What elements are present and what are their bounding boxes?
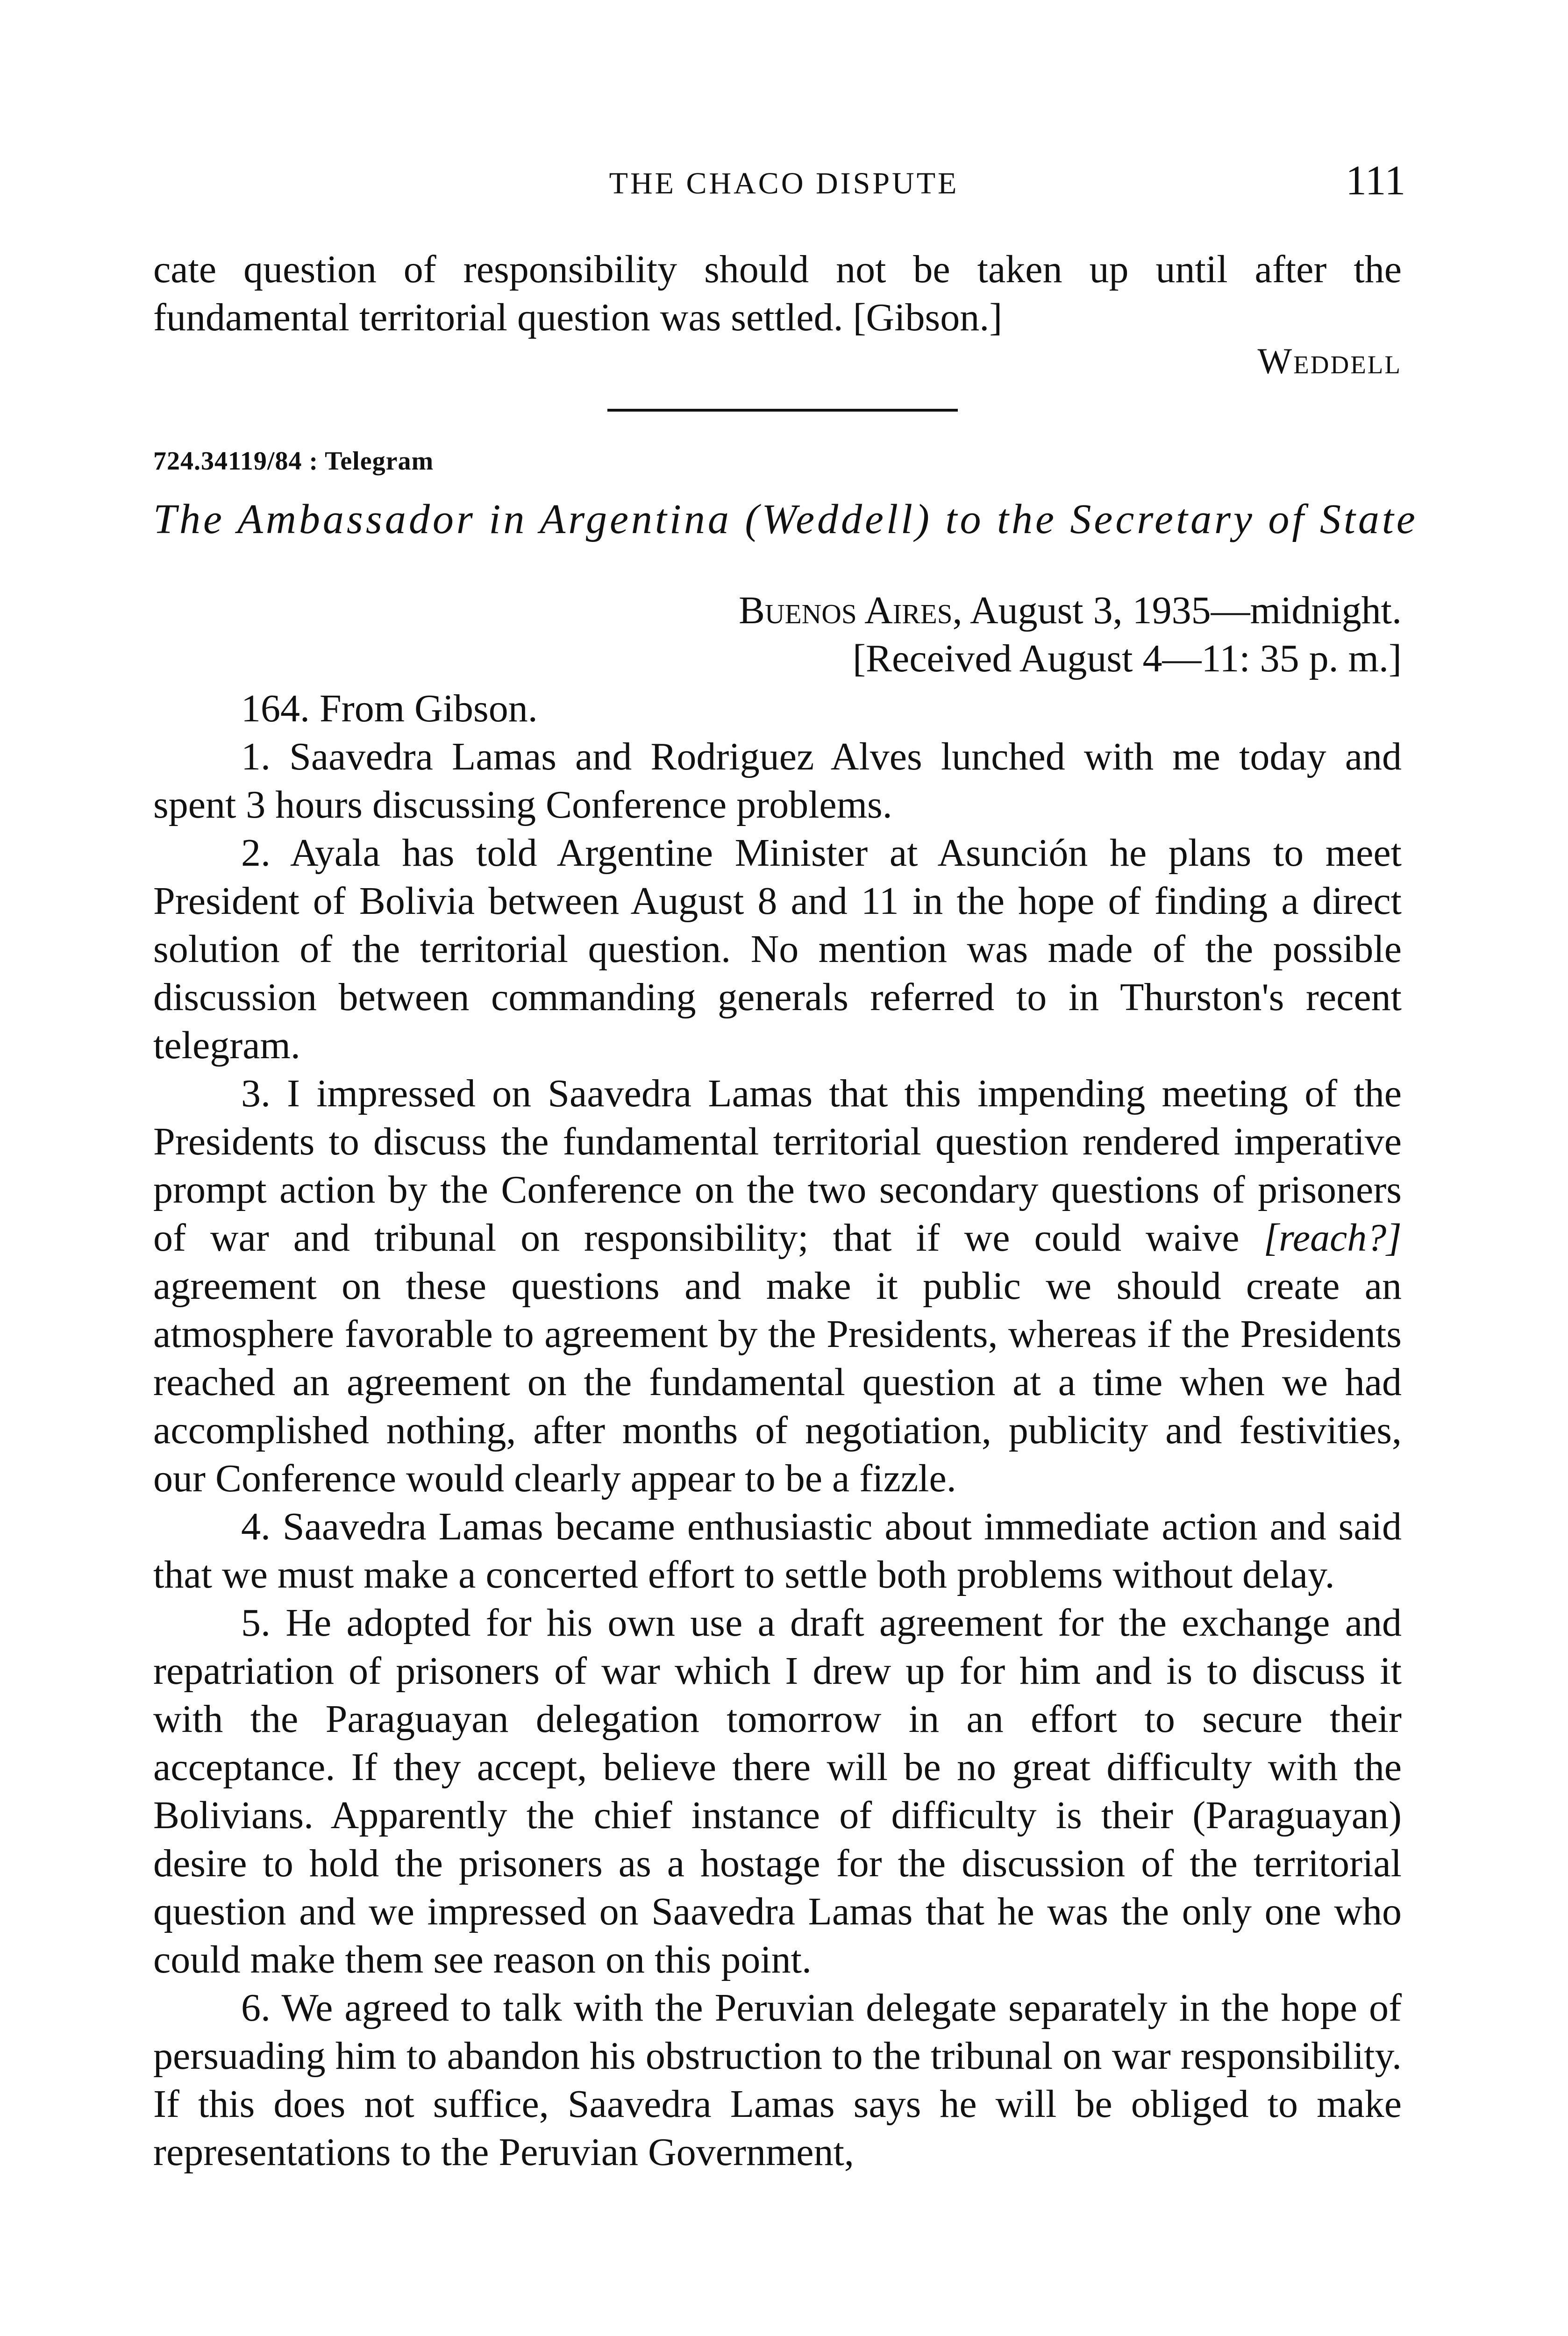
- paragraph-1: 1. Saavedra Lamas and Rodriguez Alves lunched with me today and spent 3 hours discussing Conference problems.: [153, 735, 1402, 826]
- paragraph-3-after: agreement on these questions and make it public we should create an atmosphere favorable to agreement by the Presidents, whereas if the Presidents reached an agreement on the fundamental question at a time when we had accomplished nothing, after months of negotiation, publicity and festivities, our Conference would clearly appear to be a fizzle.: [153, 1264, 1402, 1500]
- signature: Weddell: [1257, 341, 1402, 381]
- telegram-body: [153, 684, 1402, 2176]
- telegram-number: 164. From Gibson.: [241, 687, 538, 730]
- continuation-paragraph: cate question of responsibility should not be taken up until after the fundamental territorial question was settled. [Gibson.]: [153, 248, 1402, 339]
- file-reference: 724.34119/84 : Telegram: [153, 447, 434, 476]
- paragraph-3-bracket: [reach?]: [1263, 1216, 1402, 1260]
- dateline: [621, 586, 1402, 683]
- page-number: 111: [1346, 157, 1406, 204]
- document-heading: The Ambassador in Argentina (Weddell) to the Secretary of State: [153, 496, 1418, 542]
- paragraph-5: 5. He adopted for his own use a draft agreement for the exchange and repatriation of prisoners of war which I drew up for him and is to discuss it with the Paraguayan delegation tomorrow in an effort to secure their acceptance. If they accept, believe there will be no great difficulty with the Bolivians. Apparently the chief instance of difficulty is their (Paraguayan) desire to hold the prisoners as a hostage for the discussion of the territorial question and we impressed on Saavedra Lamas that he was the only one who could make them see reason on this point.: [153, 1601, 1402, 1981]
- section-divider: [607, 409, 958, 412]
- paragraph-4: 4. Saavedra Lamas became enthusiastic about immediate action and said that we must make a concerted effort to settle both problems without delay.: [153, 1505, 1402, 1596]
- paragraph-6: 6. We agreed to talk with the Peruvian delegate separately in the hope of persuading him to abandon his obstruction to the tribunal on war responsibility. If this does not suffice, Saavedra Lamas says he will be obliged to make representations to the Peruvian Government,: [153, 1986, 1402, 2174]
- dateline-date: , August 3, 1935—midnight.: [952, 589, 1402, 632]
- paragraph-3-before: 3. I impressed on Saavedra Lamas that this impending meeting of the Presidents to discuss the fundamental territorial question rendered imperative prompt action by the Conference on the two secondary questions of prisoners of war and tribunal on responsibility; that if we could waive: [153, 1072, 1402, 1260]
- dateline-place: Buenos Aires: [739, 589, 953, 632]
- dateline-received: [Received August 4—11: 35 p. m.]: [852, 637, 1402, 680]
- paragraph-3: [153, 1069, 1402, 1503]
- continuation-text: [153, 245, 1402, 342]
- paragraph-2: 2. Ayala has told Argentine Minister at Asunción he plans to meet President of Bolivia between August 8 and 11 in the hope of finding a direct solution of the territorial question. No mention was made of the possible discussion between commanding generals referred to in Thurston's recent telegram.: [153, 831, 1402, 1067]
- running-header: THE CHACO DISPUTE: [609, 166, 959, 200]
- dateline-place-date: [621, 586, 1402, 634]
